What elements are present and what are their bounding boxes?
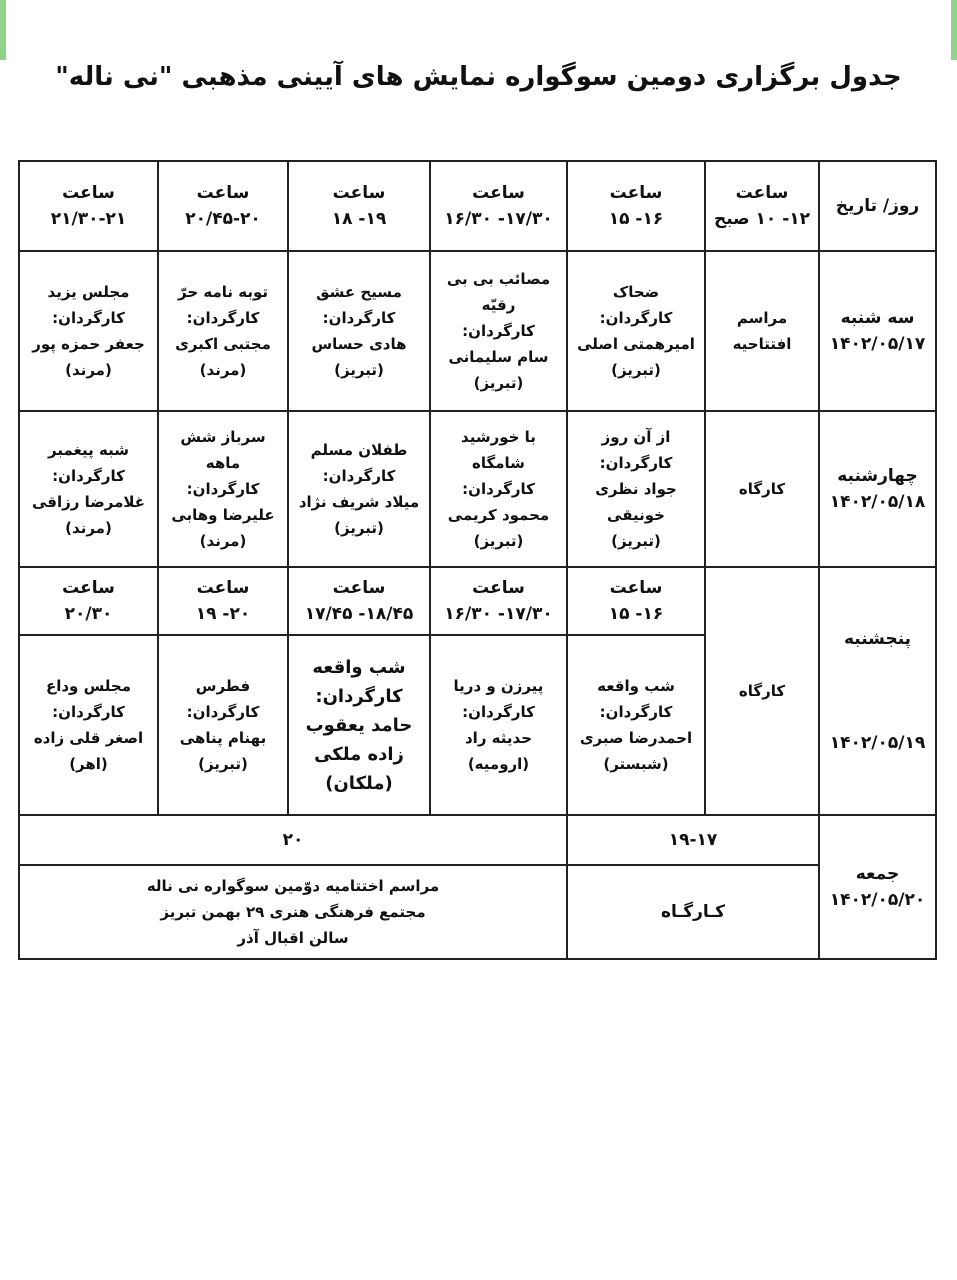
time-slot: ساعت ۲۰/۳۰: [19, 567, 158, 635]
workshop-cell: کارگاه: [705, 411, 819, 567]
header-row: [19, 161, 936, 251]
show-cell: شب واقعه کارگردان: احمدرضا صبری (شبستر): [567, 635, 705, 815]
show-cell: سرباز شش ماهه کارگردان: علیرضا وهابی (مرند): [158, 411, 288, 567]
day-cell: پنجشنبه ۱۴۰۲/۰۵/۱۹: [819, 567, 936, 815]
header-slot: ساعت ۲۰/۴۵-۲۰: [158, 161, 288, 251]
page-edge-left: [0, 0, 6, 60]
time-slot: ساعت ۱۸/۴۵- ۱۷/۴۵: [288, 567, 430, 635]
show-cell: شب واقعه کارگردان: حامد یعقوب زاده ملکی (ملکان): [288, 635, 430, 815]
header-slot: ساعت ۱۷/۳۰- ۱۶/۳۰: [430, 161, 567, 251]
page-title: جدول برگزاری دومین سوگواره نمایش های آیینی مذهبی "نی ناله": [55, 62, 902, 92]
day-row-friday-events: [19, 865, 936, 959]
opening-cell: مراسم افتتاحیه: [705, 251, 819, 411]
day-row-tuesday: [19, 251, 936, 411]
schedule-table: [18, 160, 937, 960]
day-cell: سه شنبه ۱۴۰۲/۰۵/۱۷: [819, 251, 936, 411]
show-cell: مسیح عشق کارگردان: هادی حساس (تبریز): [288, 251, 430, 411]
time-slot: ساعت ۲۰- ۱۹: [158, 567, 288, 635]
show-cell: توبه نامه حرّ کارگردان: مجتبی اکبری (مرند): [158, 251, 288, 411]
time-slot: ساعت ۱۷/۳۰- ۱۶/۳۰: [430, 567, 567, 635]
workshop-cell: کارگاه: [705, 567, 819, 815]
show-cell: ضحاک کارگردان: امیرهمتی اصلی (تبریز): [567, 251, 705, 411]
header-slot: ساعت ۱۲- ۱۰ صبح: [705, 161, 819, 251]
workshop-cell: کـارگـاه: [567, 865, 819, 959]
show-cell: از آن روز کارگردان: جواد نظری خونیقی (تبریز): [567, 411, 705, 567]
show-cell: با خورشید شامگاه کارگردان: محمود کریمی (تبریز): [430, 411, 567, 567]
time-slot: ۱۹-۱۷: [567, 815, 819, 865]
day-cell: چهارشنبه ۱۴۰۲/۰۵/۱۸: [819, 411, 936, 567]
header-slot: ساعت ۱۶- ۱۵: [567, 161, 705, 251]
closing-ceremony-cell: مراسم اختتامیه دوّمین سوگواره نی ناله مجتمع فرهنگی هنری ۲۹ بهمن تبریز سالن اقبال آذر: [19, 865, 567, 959]
page-edge-right: [951, 0, 957, 60]
header-day-date: روز/ تاریخ: [819, 161, 936, 251]
show-cell: شبه پیغمبر کارگردان: غلامرضا رزاقی (مرند): [19, 411, 158, 567]
day-row-wednesday: [19, 411, 936, 567]
day-row-thursday-times: [19, 567, 936, 635]
day-cell: جمعه ۱۴۰۲/۰۵/۲۰: [819, 815, 936, 959]
header-slot: ساعت ۱۹- ۱۸: [288, 161, 430, 251]
show-cell: فطرس کارگردان: بهنام پناهی (تبریز): [158, 635, 288, 815]
show-cell: مجلس یزید کارگردان: جعفر حمزه پور (مرند): [19, 251, 158, 411]
header-slot: ساعت ۲۱/۳۰-۲۱: [19, 161, 158, 251]
show-cell: پیرزن و دریا کارگردان: حدیثه راد (ارومیه): [430, 635, 567, 815]
time-slot: ساعت ۱۶- ۱۵: [567, 567, 705, 635]
show-cell: مجلس وداع کارگردان: اصغر قلی زاده (اهر): [19, 635, 158, 815]
show-cell: مصائب بی بی رقیّه کارگردان: سام سلیمانی (تبریز): [430, 251, 567, 411]
time-slot: ۲۰: [19, 815, 567, 865]
show-cell: طفلان مسلم کارگردان: میلاد شریف نژاد (تبریز): [288, 411, 430, 567]
day-row-friday-times: [19, 815, 936, 865]
